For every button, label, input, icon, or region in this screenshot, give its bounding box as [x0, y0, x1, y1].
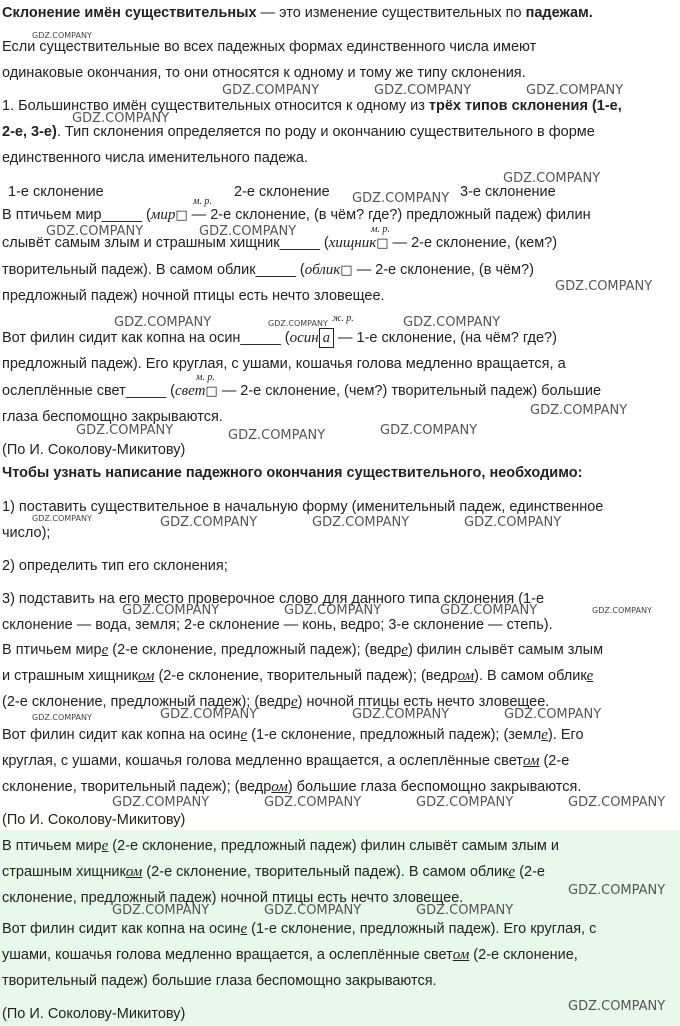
watermark: GDZ.COMPANY [72, 111, 170, 126]
rule-step-3b: склонение — вода, земля; 2-е склонение — конь, ведро; 3-е склонение — степь). [2, 617, 553, 633]
watermark: GDZ.COMPANY [352, 707, 450, 722]
task-line-8: глаза беспомощно закрываются. [2, 409, 223, 425]
watermark: GDZ.COMPANY [403, 315, 501, 330]
watermark: GDZ.COMPANY [555, 279, 653, 294]
watermark: GDZ.COMPANY [114, 315, 212, 330]
watermark: GDZ.COMPANY [199, 224, 297, 239]
task-line-4: предложный падеж) ночной птицы есть нечто зловещее. [2, 288, 385, 304]
watermark: GDZ.COMPANY [264, 795, 362, 810]
watermark: GDZ.COMPANY [32, 31, 92, 40]
answer-line-6: творительный падеж) большие глаза беспомощно закрываются. [2, 973, 437, 989]
watermark: GDZ.COMPANY [568, 883, 666, 898]
watermark: GDZ.COMPANY [440, 603, 538, 618]
watermark: GDZ.COMPANY [374, 83, 472, 98]
answer-line-1: В птичьем мире (2-е склонение, предложный падеж) филин слывёт самым злым и [2, 838, 559, 854]
gender-mark-3: ж. р. [332, 313, 354, 324]
watermark: GDZ.COMPANY [526, 83, 624, 98]
watermark: GDZ.COMPANY [568, 795, 666, 810]
watermark: GDZ.COMPANY [352, 191, 450, 206]
table-header-2: 2-е склонение [234, 184, 330, 200]
check-line-5: круглая, с ушами, кошачья голова медленно вращается, а ослеплённые светом (2-е [2, 753, 570, 769]
intro-line-2: Если существительные во всех падежных формах единственного числа имеют [2, 39, 537, 55]
rule-title: Чтобы узнать написание падежного окончания существительного, необходимо: [2, 465, 583, 481]
answer-line-5: ушами, кошачья голова медленно вращается, а ослеплённые светом (2-е склонение, [2, 947, 578, 963]
task-line-6: предложный падеж). Его круглая, с ушами, кошачья голова медленно вращается, а [2, 356, 566, 372]
watermark: GDZ.COMPANY [112, 795, 210, 810]
watermark: GDZ.COMPANY [284, 603, 382, 618]
gender-mark-2: м. р. [371, 224, 390, 235]
watermark: GDZ.COMPANY [76, 423, 174, 438]
intro-line-5: 2-е, 3-е). Тип склонения определяется по роду и окончанию существительного в форме [2, 124, 595, 140]
answer-line-3: склонение, предложный падеж) ночной птицы есть нечто зловещее. [2, 890, 464, 906]
rule-step-2: 2) определить тип его склонения; [2, 558, 228, 574]
task-line-5: Вот филин сидит как копна на осин_____ (осин а — 1-е склонение, (на чём? где?) [2, 330, 557, 346]
watermark: GDZ.COMPANY [46, 224, 144, 239]
intro-line-4: 1. Большинство имён существительных относится к одному из трёх типов склонения (1-е, [2, 98, 622, 114]
watermark: GDZ.COMPANY [464, 515, 562, 530]
gender-mark-4: м. р. [196, 372, 215, 383]
rule-step-3a: 3) подставить на его место проверочное слово для данного типа склонения (1-е [2, 591, 545, 607]
watermark: GDZ.COMPANY [228, 428, 326, 443]
watermark: GDZ.COMPANY [416, 903, 514, 918]
watermark: GDZ.COMPANY [592, 606, 652, 615]
watermark: GDZ.COMPANY [503, 171, 601, 186]
check-line-1: В птичьем мире (2-е склонение, предложный падеж); (ведре) филин слывёт самым злым [2, 642, 604, 658]
check-line-4: Вот филин сидит как копна на осине (1-е склонение, предложный падеж); (земле). Его [2, 727, 584, 743]
watermark: GDZ.COMPANY [312, 515, 410, 530]
watermark: GDZ.COMPANY [222, 83, 320, 98]
watermark: GDZ.COMPANY [530, 403, 628, 418]
answer-author: (По И. Соколову-Микитову) [2, 1006, 186, 1022]
watermark: GDZ.COMPANY [416, 795, 514, 810]
watermark: GDZ.COMPANY [122, 603, 220, 618]
watermark: GDZ.COMPANY [504, 707, 602, 722]
watermark: GDZ.COMPANY [112, 903, 210, 918]
rule-step-1a: 1) поставить существительное в начальную форму (именительный падеж, единственное [2, 499, 604, 515]
check-line-3: (2-е склонение, предложный падеж); (ведре) ночной птицы есть нечто зловещее. [2, 694, 550, 710]
watermark: GDZ.COMPANY [32, 713, 92, 722]
watermark: GDZ.COMPANY [380, 423, 478, 438]
watermark: GDZ.COMPANY [264, 903, 362, 918]
watermark: GDZ.COMPANY [160, 515, 258, 530]
intro-line-1: Склонение имён существительных — это изменение существительных по падежам. [2, 5, 593, 21]
task-line-1: В птичьем мир_____ (мир□ — 2-е склонение, (в чём? где?) предложный падеж) филин [2, 207, 591, 223]
table-header-1: 1-е склонение [8, 184, 104, 200]
watermark: GDZ.COMPANY [160, 707, 258, 722]
check-line-2: и страшным хищником (2-е склонение, творительный падеж); (ведром). В самом облике [2, 668, 594, 684]
watermark: GDZ.COMPANY [32, 514, 92, 523]
task-line-7: ослеплённые свет_____ (свет□ — 2-е склонение, (чем?) творительный падеж) большие [2, 383, 602, 399]
task-line-3: творительный падеж). В самом облик_____ (облик□ — 2-е склонение, (в чём?) [2, 262, 534, 278]
watermark: GDZ.COMPANY [568, 999, 666, 1014]
check-line-6: склонение, творительный падеж); (ведром) большие глаза беспомощно закрываются. [2, 779, 582, 795]
task-author: (По И. Соколову-Микитову) [2, 442, 186, 458]
answer-line-4: Вот филин сидит как копна на осине (1-е склонение, предложный падеж). Его круглая, с [2, 921, 597, 937]
watermark: GDZ.COMPANY [268, 319, 328, 328]
answer-line-2: страшным хищником (2-е склонение, творительный падеж). В самом облике (2-е [2, 864, 545, 880]
gender-mark-1: м. р. [193, 196, 212, 207]
rule-step-1b: число); [2, 525, 51, 541]
table-header-3: 3-е склонение [460, 184, 556, 200]
check-author: (По И. Соколову-Микитову) [2, 812, 186, 828]
task-line-2: слывёт самым злым и страшным хищник_____ (хищник□ — 2-е склонение, (кем?) [2, 235, 558, 251]
intro-line-6: единственного числа именительного падежа. [2, 150, 308, 166]
intro-line-3: одинаковые окончания, то они относятся к одному и тому же типу склонения. [2, 65, 526, 81]
